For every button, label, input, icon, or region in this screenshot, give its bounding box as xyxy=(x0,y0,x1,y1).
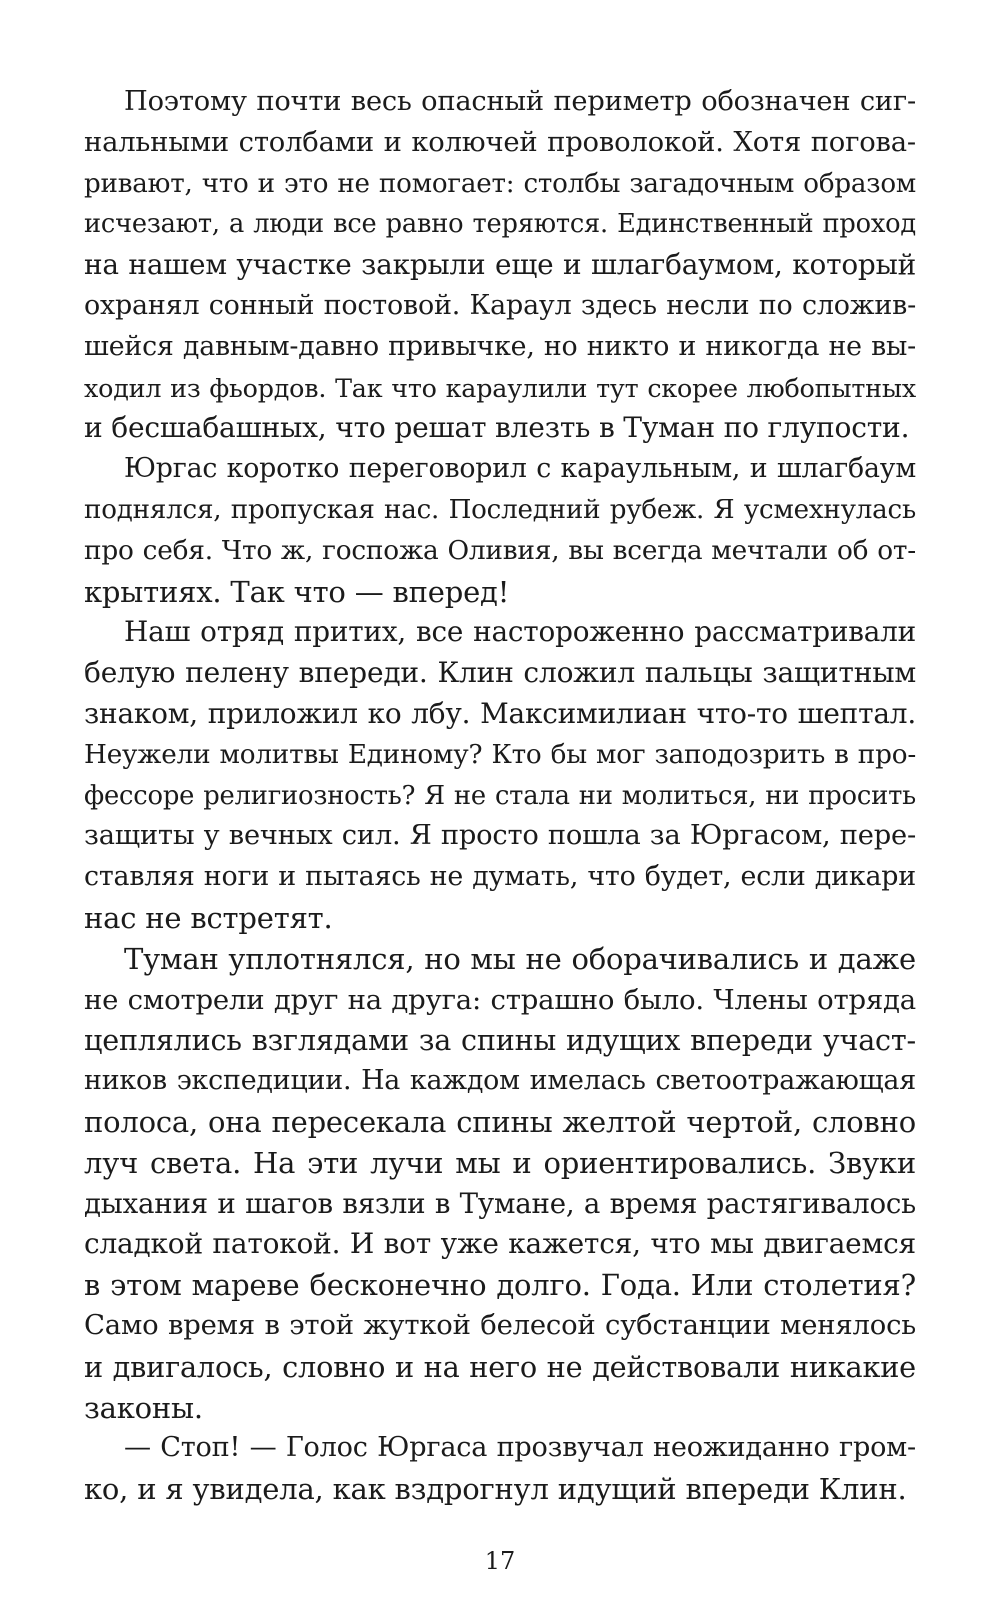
text-line: цеплялись взглядами за спины идущих впереди участ- xyxy=(84,1023,916,1058)
text-line: не смотрели друг на друга: страшно было. Члены отряда xyxy=(84,983,916,1016)
text-line: знаком, приложил ко лбу. Максимилиан что-то шептал. xyxy=(84,696,916,730)
text-line: ко, и я увидела, как вздрогнул идущий впереди Клин. xyxy=(84,1472,907,1507)
text-line: Туман уплотнялся, но мы не оборачивались и даже xyxy=(124,941,916,976)
text-line: Юргас коротко переговорил с караульным, и шлагбаум xyxy=(124,453,916,485)
text-line: белую пелену впереди. Клин сложил пальцы защитным xyxy=(84,656,916,690)
text-line: полоса, она пересекала спины желтой чертой, словно xyxy=(84,1104,916,1139)
text-line: на нашем участке закрыли еще и шлагбаумом, который xyxy=(84,248,916,282)
text-line: — Стоп! — Голос Юргаса прозвучал неожиданно гром- xyxy=(124,1432,916,1464)
page-number: 17 xyxy=(484,1547,516,1575)
text-line: Неужели молитвы Единому? Кто бы мог заподозрить в про- xyxy=(84,739,916,770)
text-line: ников экспедиции. На каждом имелась светоотражающая xyxy=(84,1065,916,1097)
text-line: в этом мареве бесконечно долго. Года. Или столетия? xyxy=(84,1268,916,1303)
text-line: законы. xyxy=(84,1390,203,1425)
text-line: Поэтому почти весь опасный периметр обозначен сиг- xyxy=(124,86,916,117)
text-line: нас не встретят. xyxy=(84,900,333,935)
text-line: ходил из фьордов. Так что караулили тут скорее любопытных xyxy=(84,372,916,403)
text-line: и бесшабашных, что решат влезть в Туман по глупости. xyxy=(84,411,910,445)
text-line: крытиях. Так что — вперед! xyxy=(84,574,510,609)
text-line: дыхания и шагов вязли в Тумане, а время растягивалось xyxy=(84,1186,916,1220)
text-line: ривают, что и это не помогает: столбы загадочным образом xyxy=(84,168,916,199)
text-line: нальными столбами и колючей проволокой. Хотя погова- xyxy=(84,126,916,158)
text-line: про себя. Что ж, госпожа Оливия, вы всегда мечтали об от- xyxy=(84,535,916,566)
text-line: ставляя ноги и пытаясь не думать, что будет, если дикари xyxy=(84,861,916,893)
text-line: фессоре религиозность? Я не стала ни молиться, ни просить xyxy=(84,780,916,811)
text-line: Само время в этой жуткой белесой субстанции менялось xyxy=(84,1309,916,1341)
body-text xyxy=(84,82,916,1510)
text-line: охранял сонный постовой. Караул здесь несли по сложив- xyxy=(84,289,916,321)
text-line: исчезают, а люди все равно теряются. Единственный проход xyxy=(84,209,916,240)
text-line: луч света. На эти лучи мы и ориентировались. Звуки xyxy=(84,1145,916,1180)
text-line: шейся давным-давно привычке, но никто и никогда не вы- xyxy=(84,330,916,362)
text-line: поднялся, пропуская нас. Последний рубеж. Я усмехнулась xyxy=(84,494,916,525)
text-line: сладкой патокой. И вот уже кажется, что мы двигаемся xyxy=(84,1227,916,1261)
text-line: защиты у вечных сил. Я просто пошла за Юргасом, пере- xyxy=(84,820,916,852)
text-line: и двигалось, словно и на него не действовали никакие xyxy=(84,1349,916,1384)
text-line: Наш отряд притих, все настороженно рассматривали xyxy=(124,615,916,649)
